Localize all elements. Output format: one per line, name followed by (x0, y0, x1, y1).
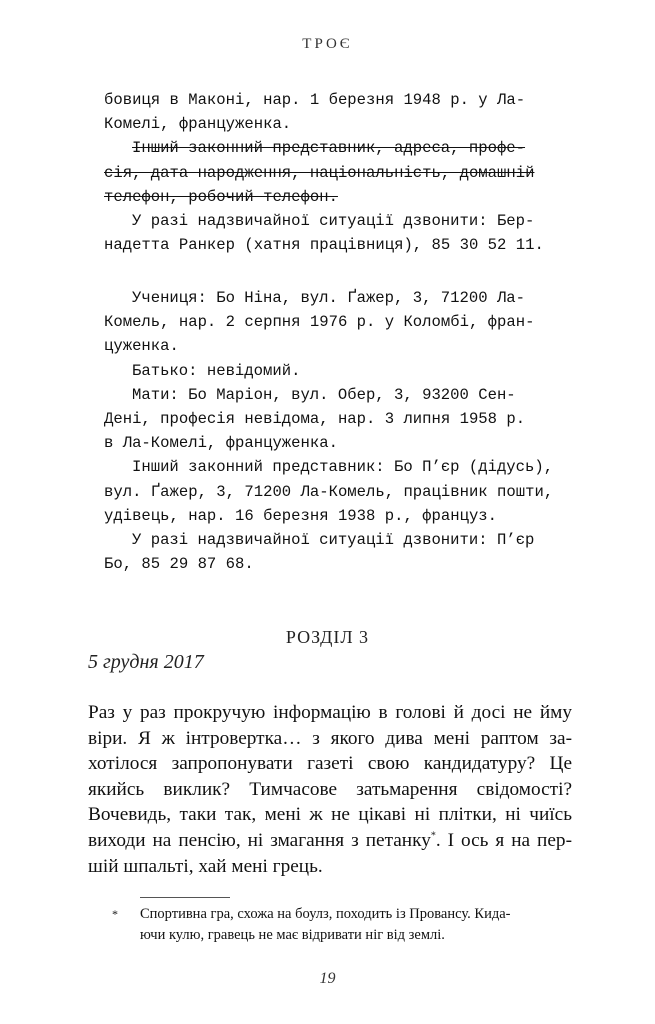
form-line: Комель, нар. 2 серпня 1976 р. у Коломбі, фран- (104, 313, 535, 332)
form-line: удівець, нар. 16 березня 1938 р., француз. (104, 506, 498, 525)
form-line: Батько: невідомий. (132, 361, 301, 380)
prose-line: якийсь виклик? Тимчасове затьмарення свідомості? (88, 778, 572, 800)
page-number: 19 (319, 970, 336, 987)
prose-line: віри. Я ж інтровертка… з якого дива мені раптом за- (88, 727, 572, 749)
body-paragraph (88, 700, 572, 879)
prose-line: Вочевидь, таки так, мені ж не цікаві ні плітки, ні чиїсь (88, 804, 572, 826)
form-line: Дені, професія невідома, нар. 3 липня 1958 р. (104, 410, 526, 429)
footnote-reference[interactable]: * (430, 830, 436, 842)
prose-text: виходи на пенсію, ні змагання з петанку (88, 829, 431, 851)
form-line: вул. Ґажер, 3, 71200 Ла-Комель, працівник пошти, (104, 482, 554, 501)
form-line: надетта Ранкер (хатня працівниця), 85 30 52 11. (104, 236, 544, 255)
prose-line: хотілося запропонувати газеті свою кандидатуру? Це (88, 753, 572, 775)
struck-line: сія, дата народження, національність, домашній (104, 163, 535, 182)
footnote-line: ючи кулю, гравець не має відривати ніг від землі. (140, 926, 445, 943)
form-block-student (104, 286, 564, 576)
chapter-date: 5 грудня 2017 (88, 651, 204, 673)
footnote-line: Спортивна гра, схожа на боулз, походить із Провансу. Кида- (140, 906, 511, 922)
form-line: в Ла-Комелі, француженка. (104, 434, 338, 453)
form-paragraph (104, 528, 564, 576)
form-line: У разі надзвичайної ситуації дзвонити: П’єр (132, 531, 535, 550)
form-paragraph (104, 88, 564, 136)
form-paragraph (104, 359, 564, 383)
form-line: Комелі, француженка. (104, 115, 292, 134)
prose-text: . І ось я на пер- (435, 829, 572, 851)
form-line: бовиця в Маконі, нар. 1 березня 1948 р. у Ла- (104, 91, 526, 109)
form-paragraph (104, 455, 564, 528)
form-paragraph (104, 286, 564, 359)
prose-line (88, 828, 572, 854)
form-line: цуженка. (104, 337, 179, 356)
chapter-title: РОЗДІЛ 3 (285, 627, 370, 647)
form-paragraph (104, 209, 564, 257)
form-block-guardian (104, 88, 564, 257)
form-paragraph (104, 383, 564, 456)
form-line: Мати: Бо Маріон, вул. Обер, 3, 93200 Сен- (132, 385, 516, 404)
form-line: У разі надзвичайної ситуації дзвонити: Бер- (132, 212, 535, 231)
footnote (112, 904, 572, 945)
struck-line: Інший законний представник, адреса, профе- (132, 139, 526, 158)
running-header: ТРОЄ (302, 36, 353, 52)
footnote-mark: * (112, 907, 118, 921)
form-paragraph-struck (104, 136, 564, 209)
prose-line: Раз у раз прокручую інформацію в голові й досі не йму (88, 702, 572, 723)
form-line: Інший законний представник: Бо П’єр (дідусь), (132, 458, 554, 477)
form-line: Бо, 85 29 87 68. (104, 555, 254, 574)
form-line: Учениця: Бо Ніна, вул. Ґажер, 3, 71200 Ла- (132, 289, 526, 307)
footnote-separator (140, 897, 230, 898)
prose-line: шій шпальті, хай мені грець. (88, 855, 323, 877)
struck-line: телефон, робочий телефон. (104, 187, 338, 206)
